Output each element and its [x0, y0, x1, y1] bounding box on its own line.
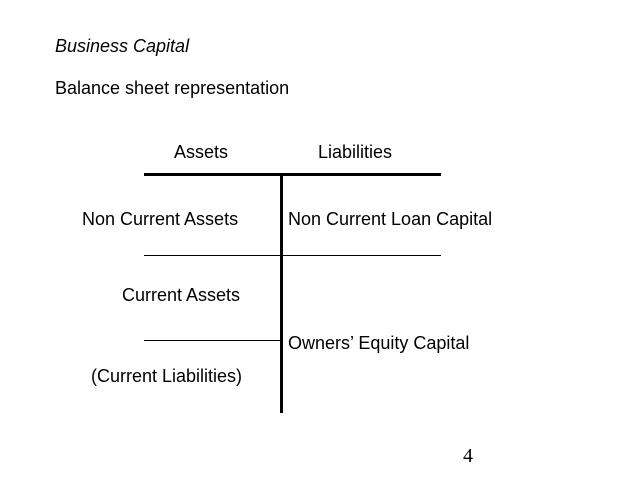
current-assets-label: Current Assets: [122, 285, 241, 305]
slide-title: Business Capital: [55, 36, 190, 56]
assets-heading: Assets: [174, 142, 229, 162]
owners-equity-capital-label: Owners’ Equity Capital: [288, 333, 470, 353]
slide-subtitle: Balance sheet representation: [55, 78, 290, 98]
t-account-top-rule: [144, 173, 441, 176]
assets-divider-upper: [144, 255, 281, 256]
t-account-vertical-rule: [280, 174, 283, 413]
non-current-assets-label: Non Current Assets: [82, 209, 239, 229]
non-current-loan-capital-label: Non Current Loan Capital: [288, 209, 493, 229]
liabilities-divider: [281, 255, 441, 256]
page-number: 4: [463, 445, 473, 467]
assets-divider-lower: [144, 340, 281, 341]
current-liabilities-label: (Current Liabilities): [91, 366, 243, 386]
liabilities-heading: Liabilities: [318, 142, 393, 162]
